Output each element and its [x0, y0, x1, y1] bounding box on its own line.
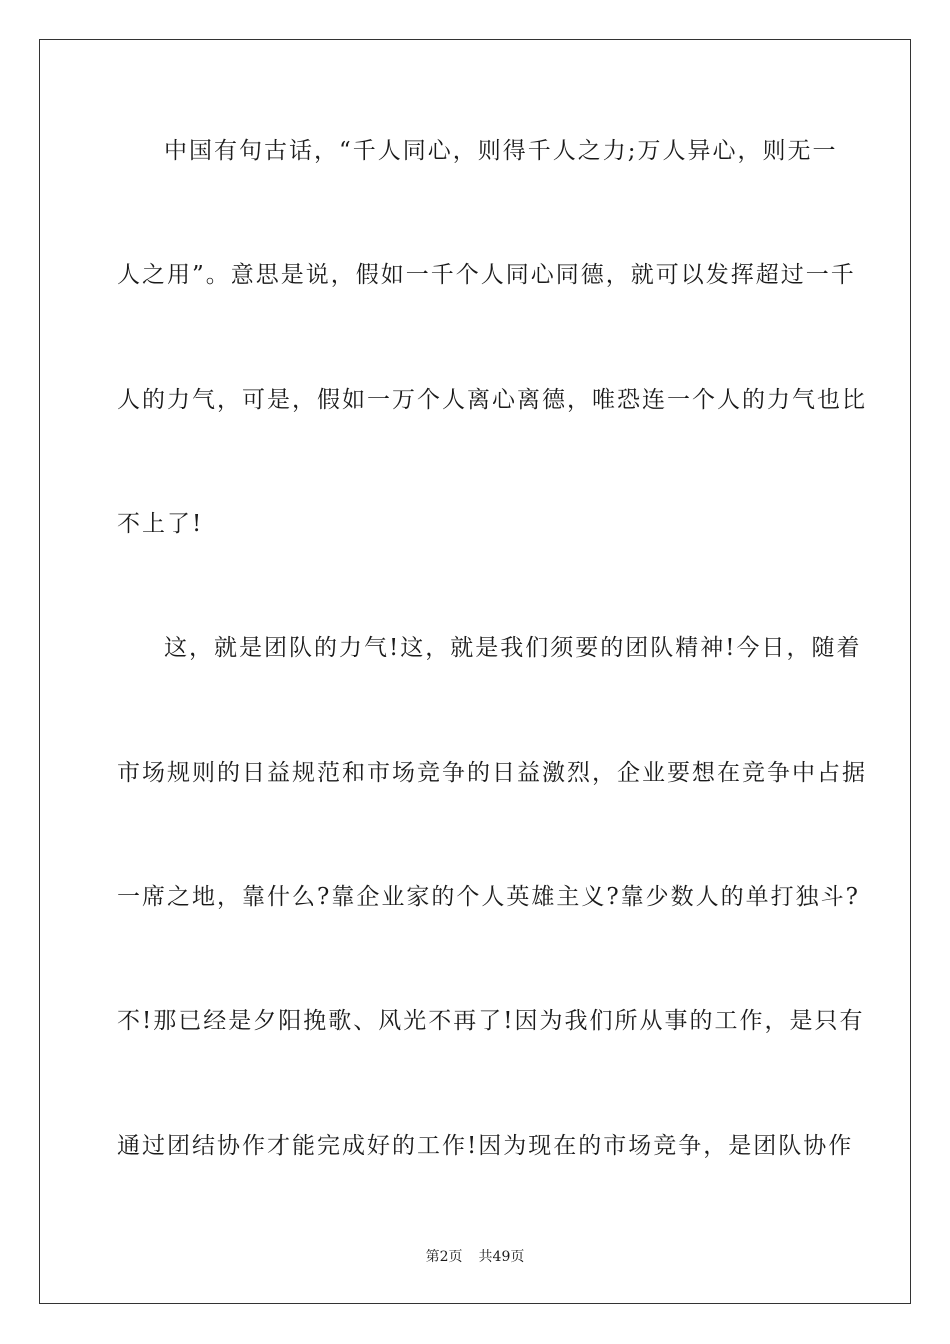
text-line: 不上了!: [117, 511, 204, 537]
text-line: 中国有句古话，“千人同心，则得千人之力;万人异心，则无一: [164, 138, 838, 164]
text-line: 不!那已经是夕阳挽歌、风光不再了!因为我们所从事的工作，是只有: [117, 1008, 865, 1034]
text-line: 市场规则的日益规范和市场竞争的日益激烈，企业要想在竞争中占据: [117, 760, 867, 786]
text-line: 人之用”。意思是说，假如一千个人同心同德，就可以发挥超过一千: [117, 262, 856, 288]
text-line: 这，就是团队的力气!这，就是我们须要的团队精神!今日，随着: [164, 635, 862, 661]
page-frame: [39, 39, 911, 1304]
text-line: 通过团结协作才能完成好的工作!因为现在的市场竞争，是团队协作: [117, 1133, 854, 1159]
page-footer: [0, 1246, 950, 1266]
page-number: 第2页: [425, 1249, 463, 1265]
text-line: 人的力气，可是，假如一万个人离心离德，唯恐连一个人的力气也比: [117, 387, 867, 413]
text-line: 一席之地，靠什么?靠企业家的个人英雄主义?靠少数人的单打独斗?: [117, 884, 860, 910]
page-total: 共49页: [478, 1249, 525, 1265]
